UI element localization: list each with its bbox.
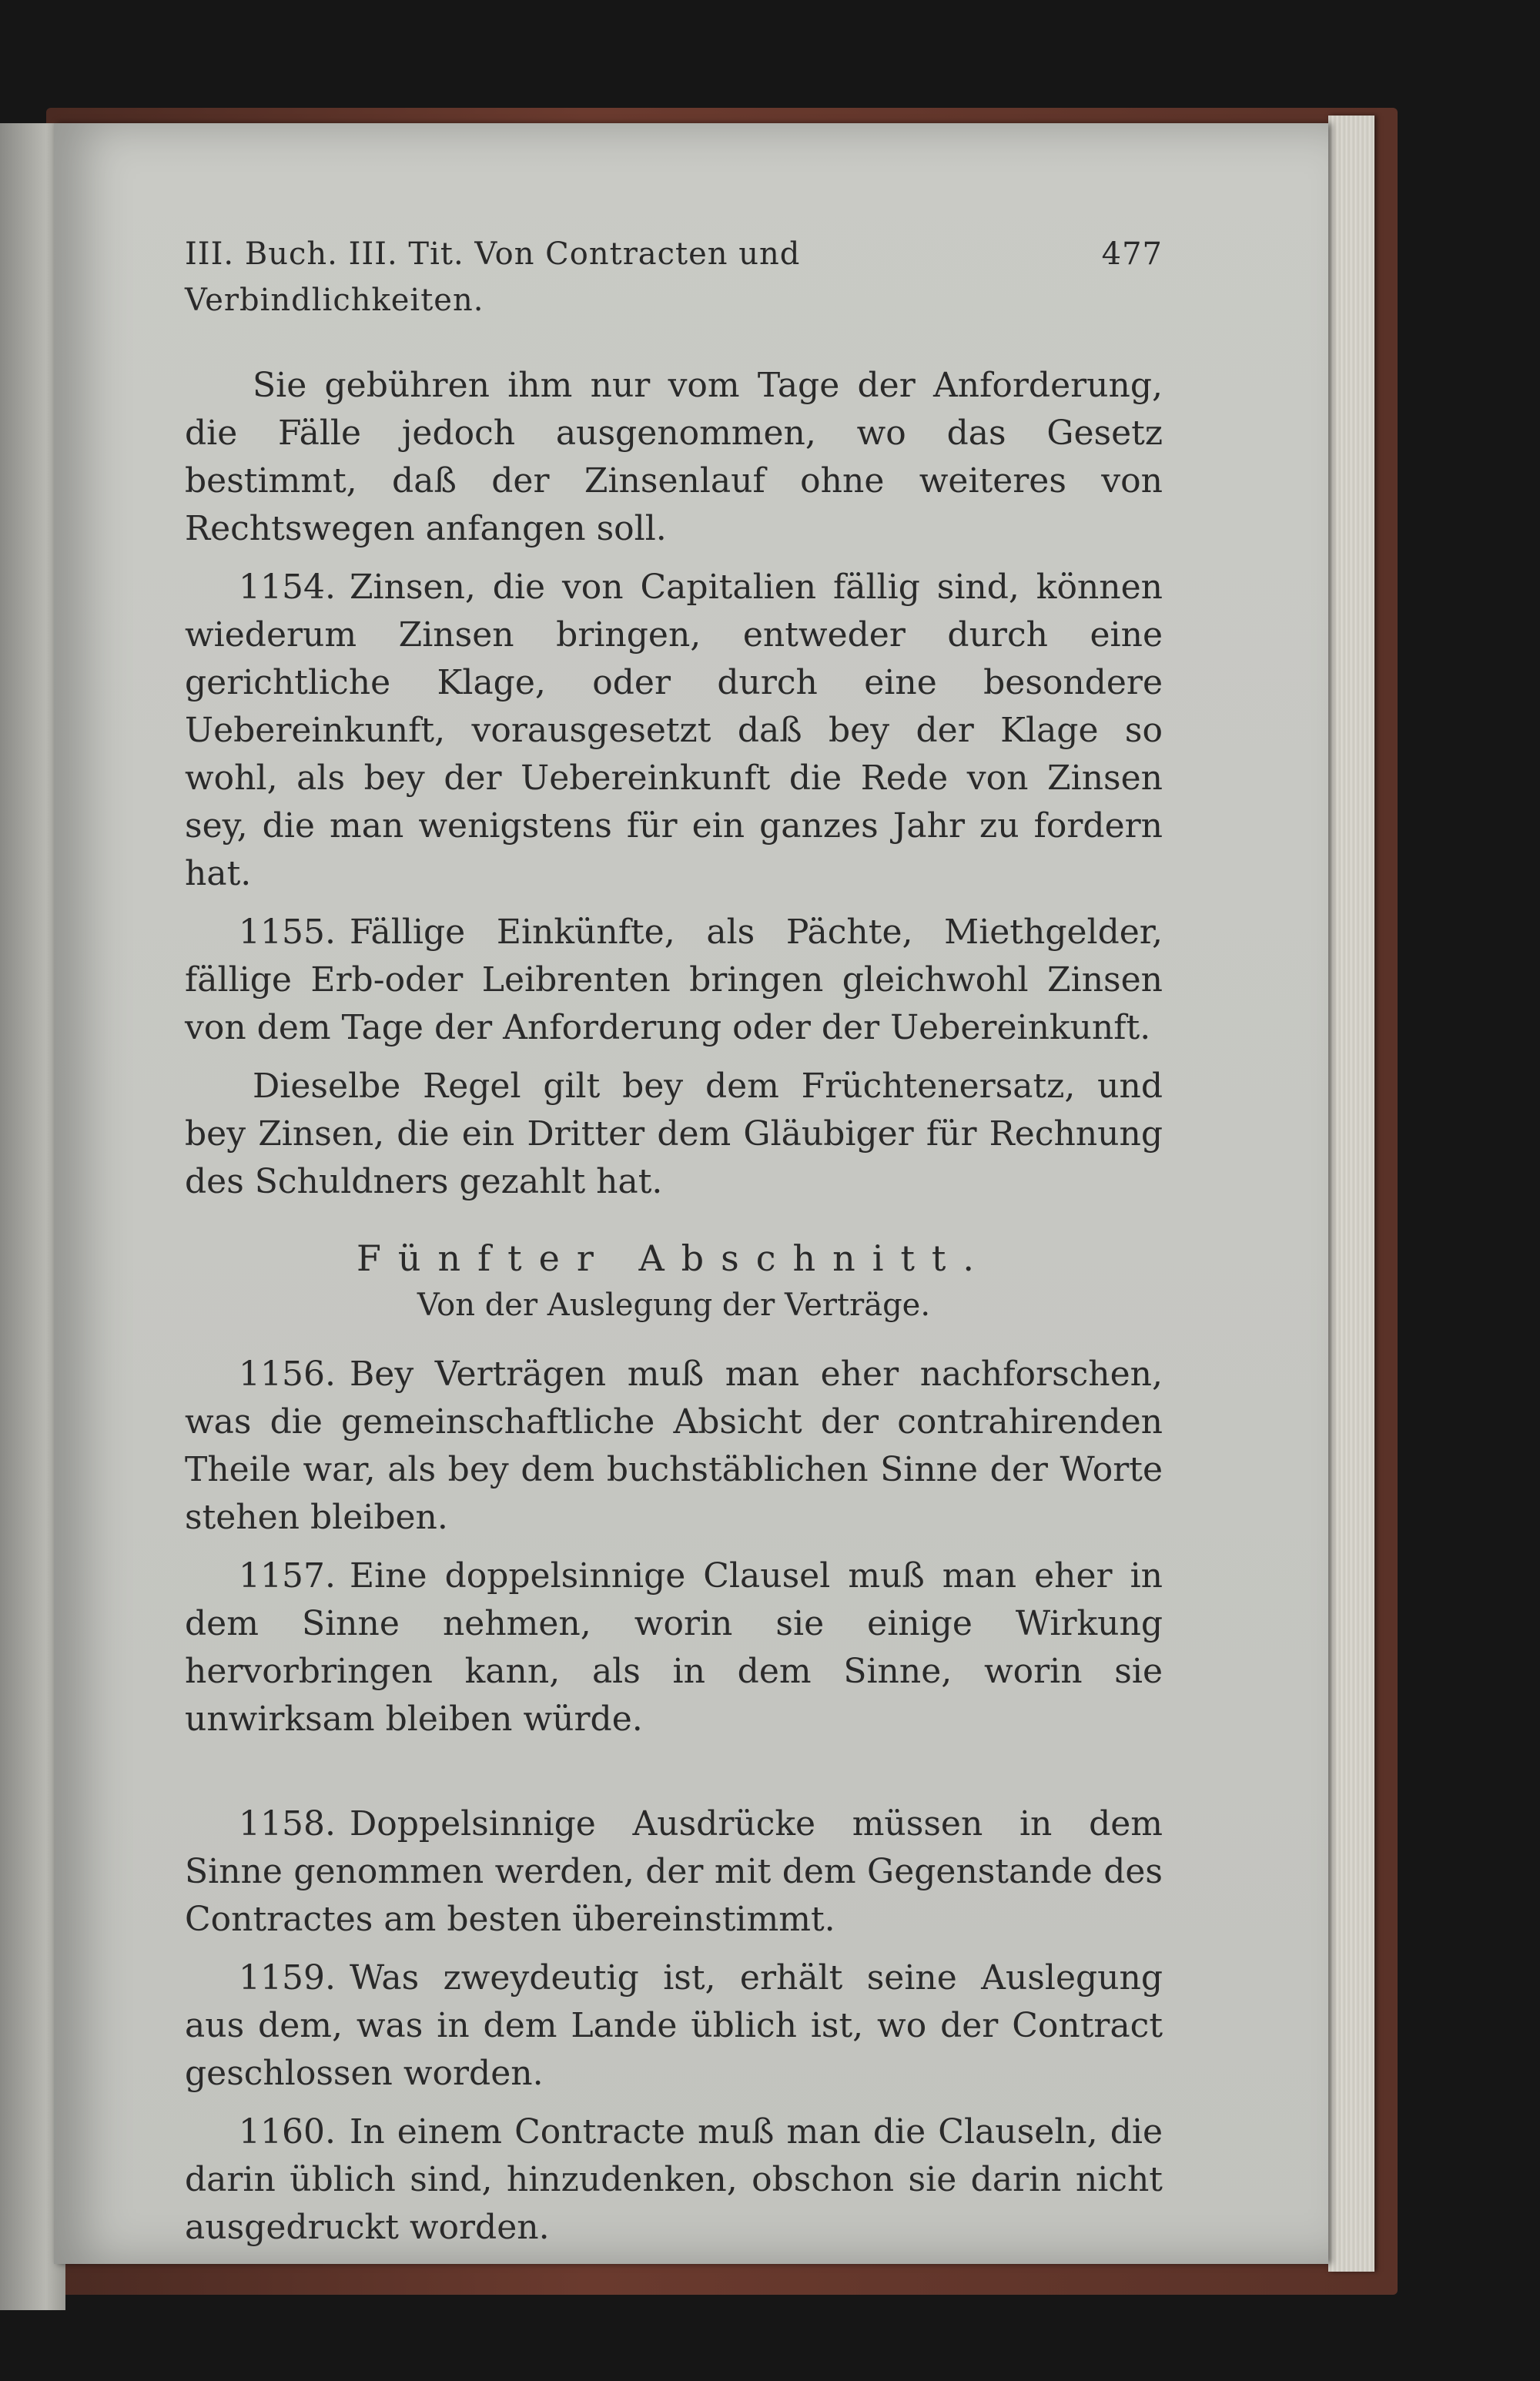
paragraph-number: 1157.: [239, 1556, 336, 1596]
paragraph-text: Bey Verträgen muß man eher nachforschen, was die gemeinschaftliche Absicht der contrahirenden Theile war, als bey dem buchstäblichen Sinne der Worte stehen bleiben.: [185, 1355, 1163, 1537]
header-title: III. Buch. III. Tit. Von Contracten und Verbindlichkeiten.: [185, 236, 801, 318]
paragraph: [185, 1351, 1163, 1542]
paragraph-text: Dieselbe Regel gilt bey dem Früchtenersatz, und bey Zinsen, die ein Dritter dem Gläubiger für Rechnung des Schuldners gezahlt hat.: [185, 1067, 1163, 1201]
paragraph-number: 1159.: [239, 1958, 336, 1998]
paragraph: [185, 1954, 1163, 2098]
paragraph-number: 1158.: [239, 1804, 336, 1844]
paragraph-number: 1160.: [239, 2112, 336, 2152]
paragraph: [185, 909, 1163, 1052]
paragraph-text: Fällige Einkünfte, als Pächte, Miethgelder, fällige Erb-oder Leibrenten bringen gleichwohl Zinsen von dem Tage der Anforderung oder der Uebereinkunft.: [185, 913, 1163, 1047]
paragraph: [185, 2108, 1163, 2252]
paragraph-number: 1154.: [239, 568, 336, 607]
paragraph: [185, 1800, 1163, 1944]
paragraph: [185, 362, 1163, 553]
spacer: [185, 1754, 1163, 1800]
paragraph-text: Was zweydeutig ist, erhält seine Auslegung aus dem, was in dem Lande üblich ist, wo der Contract geschlossen worden.: [185, 1958, 1163, 2093]
running-header: [185, 231, 1163, 323]
paragraph-number: 1156.: [239, 1355, 336, 1394]
paragraph: [185, 1063, 1163, 1206]
page-number: 477: [1101, 236, 1163, 272]
paragraph: [185, 1552, 1163, 1743]
section-subtitle: Von der Auslegung der Verträge.: [417, 1288, 931, 1323]
page-content: [185, 231, 1163, 2262]
paragraph-text: In einem Contracte muß man die Clauseln, die darin üblich sind, hinzudenken, obschon sie darin nicht ausgedruckt worden.: [185, 2112, 1163, 2247]
paragraph-text: Zinsen, die von Capitalien fällig sind, können wiederum Zinsen bringen, entweder durch eine gerichtliche Klage, oder durch eine besondere Uebereinkunft, vorausgesetzt daß bey der Klage so wohl, als bey der Uebereinkunft die Rede von Zinsen sey, die man wenigstens für ein ganzes Jahr zu fordern hat.: [185, 568, 1163, 893]
paragraph-number: 1155.: [239, 913, 336, 952]
page-block-edges: [1328, 116, 1374, 2272]
paragraph-text: Eine doppelsinnige Clausel muß man eher in dem Sinne nehmen, worin sie einige Wirkung hervorbringen kann, als in dem Sinne, worin sie unwirksam bleiben würde.: [185, 1556, 1163, 1739]
paragraph: [185, 564, 1163, 898]
paragraph-text: Sie gebühren ihm nur vom Tage der Anforderung, die Fälle jedoch ausgenommen, wo das Gesetz bestimmt, daß der Zinsenlauf ohne weiteres von Rechtswegen anfangen soll.: [185, 366, 1163, 548]
paragraph-text: Doppelsinnige Ausdrücke müssen in dem Sinne genommen werden, der mit dem Gegenstande des Contractes am besten übereinstimmt.: [185, 1804, 1163, 1939]
section-title: Fünfter Abschnitt.: [356, 1237, 992, 1279]
